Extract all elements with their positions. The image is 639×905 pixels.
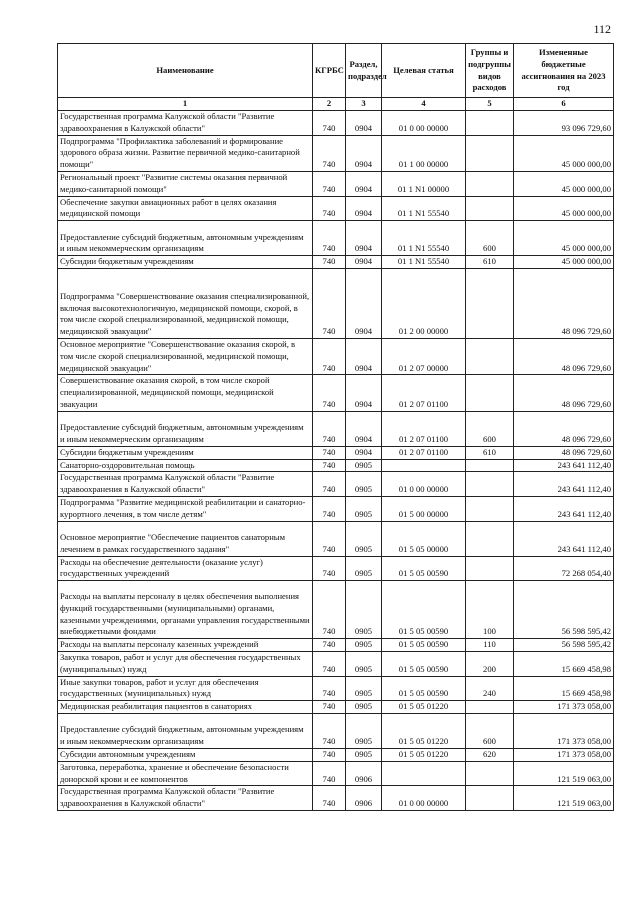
- cell-name: Санаторно-оздоровительная помощь: [58, 459, 313, 472]
- cell-section: 0905: [346, 713, 382, 748]
- table-row: [58, 111, 614, 136]
- table-row: [58, 221, 614, 256]
- cell-kgrbs: 740: [313, 676, 346, 701]
- table-row: [58, 521, 614, 556]
- cell-group: [466, 701, 514, 714]
- header-kgrbs: КГРБС: [313, 44, 346, 98]
- cell-name: Государственная программа Калужской области "Развитие здравоохранения в Калужской области": [58, 786, 313, 811]
- cell-amount: 45 000 000,00: [514, 171, 614, 196]
- cell-amount: 72 268 054,40: [514, 556, 614, 581]
- cell-group: [466, 472, 514, 497]
- cell-amount: 45 000 000,00: [514, 196, 614, 221]
- cell-group: 110: [466, 639, 514, 652]
- cell-group: [466, 761, 514, 786]
- cell-section: 0905: [346, 639, 382, 652]
- cell-name: Субсидии бюджетным учреждениям: [58, 256, 313, 269]
- table-row: [58, 171, 614, 196]
- cell-kgrbs: 740: [313, 221, 346, 256]
- cell-kgrbs: 740: [313, 135, 346, 171]
- header-group: Группы и подгруппы видов расходов: [466, 44, 514, 98]
- cell-amount: 45 000 000,00: [514, 256, 614, 269]
- cell-target: 01 1 N1 55540: [382, 221, 466, 256]
- table-row: [58, 676, 614, 701]
- cell-target: 01 5 05 01220: [382, 748, 466, 761]
- table-row: [58, 748, 614, 761]
- cell-amount: 171 373 058,00: [514, 701, 614, 714]
- table-row: [58, 268, 614, 338]
- cell-name: Основное мероприятие "Совершенствование оказания скорой, в том числе скорой специализированной, медицинской помощи, медицинской эвакуации": [58, 338, 313, 374]
- cell-kgrbs: 740: [313, 581, 346, 639]
- table-row: [58, 256, 614, 269]
- cell-group: 600: [466, 713, 514, 748]
- cell-amount: 56 598 595,42: [514, 581, 614, 639]
- table-row: [58, 701, 614, 714]
- header-number: 6: [514, 98, 614, 111]
- cell-target: 01 5 05 01220: [382, 713, 466, 748]
- table-row: [58, 581, 614, 639]
- cell-kgrbs: 740: [313, 472, 346, 497]
- header-amount: Измененные бюджетные ассигнования на 2023 год: [514, 44, 614, 98]
- cell-target: 01 2 07 01100: [382, 446, 466, 459]
- cell-target: 01 5 05 00590: [382, 556, 466, 581]
- cell-kgrbs: 740: [313, 556, 346, 581]
- table-row: [58, 472, 614, 497]
- cell-name: Иные закупки товаров, работ и услуг для обеспечения государственных (муниципальных) нужд: [58, 676, 313, 701]
- header-number: 3: [346, 98, 382, 111]
- cell-kgrbs: 740: [313, 761, 346, 786]
- cell-group: 600: [466, 221, 514, 256]
- cell-group: 610: [466, 256, 514, 269]
- cell-target: 01 1 00 00000: [382, 135, 466, 171]
- cell-name: Предоставление субсидий бюджетным, автономным учреждениям и иным некоммерческим организациям: [58, 713, 313, 748]
- cell-amount: 45 000 000,00: [514, 135, 614, 171]
- cell-amount: 93 096 729,60: [514, 111, 614, 136]
- cell-name: Заготовка, переработка, хранение и обеспечение безопасности донорской крови и ее компонентов: [58, 761, 313, 786]
- cell-name: Подпрограмма "Профилактика заболеваний и формирование здорового образа жизни. Развитие первичной медико-санитарной помощи": [58, 135, 313, 171]
- cell-group: [466, 268, 514, 338]
- cell-kgrbs: 740: [313, 111, 346, 136]
- cell-section: 0904: [346, 196, 382, 221]
- cell-section: 0904: [346, 171, 382, 196]
- cell-amount: 15 669 458,98: [514, 651, 614, 676]
- table-row: [58, 135, 614, 171]
- table-row: [58, 338, 614, 374]
- table-row: [58, 651, 614, 676]
- cell-amount: 171 373 058,00: [514, 713, 614, 748]
- cell-amount: 48 096 729,60: [514, 411, 614, 446]
- cell-section: 0904: [346, 111, 382, 136]
- cell-kgrbs: 740: [313, 411, 346, 446]
- cell-target: [382, 761, 466, 786]
- cell-target: 01 2 00 00000: [382, 268, 466, 338]
- cell-amount: 121 519 063,00: [514, 786, 614, 811]
- cell-kgrbs: 740: [313, 375, 346, 411]
- cell-kgrbs: 740: [313, 459, 346, 472]
- cell-section: 0905: [346, 459, 382, 472]
- header-number: 4: [382, 98, 466, 111]
- cell-amount: 243 641 112,40: [514, 472, 614, 497]
- cell-group: [466, 338, 514, 374]
- cell-target: 01 0 00 00000: [382, 786, 466, 811]
- table-row: [58, 196, 614, 221]
- cell-target: 01 2 07 01100: [382, 375, 466, 411]
- table-header-numbers-row: [58, 98, 614, 111]
- cell-section: 0905: [346, 748, 382, 761]
- cell-kgrbs: 740: [313, 748, 346, 761]
- cell-group: [466, 375, 514, 411]
- cell-section: 0905: [346, 701, 382, 714]
- cell-section: 0904: [346, 135, 382, 171]
- table-row: [58, 411, 614, 446]
- cell-name: Субсидии бюджетным учреждениям: [58, 446, 313, 459]
- cell-target: 01 0 00 00000: [382, 472, 466, 497]
- cell-name: Субсидии автономным учреждениям: [58, 748, 313, 761]
- cell-section: 0905: [346, 521, 382, 556]
- cell-group: [466, 196, 514, 221]
- cell-kgrbs: 740: [313, 496, 346, 521]
- cell-group: [466, 135, 514, 171]
- cell-section: 0904: [346, 256, 382, 269]
- cell-group: 600: [466, 411, 514, 446]
- cell-name: Расходы на выплаты персоналу казенных учреждений: [58, 639, 313, 652]
- header-number: 5: [466, 98, 514, 111]
- cell-amount: 45 000 000,00: [514, 221, 614, 256]
- cell-group: [466, 786, 514, 811]
- cell-group: 240: [466, 676, 514, 701]
- cell-target: 01 1 N1 55540: [382, 256, 466, 269]
- cell-kgrbs: 740: [313, 171, 346, 196]
- cell-amount: 48 096 729,60: [514, 375, 614, 411]
- header-number: 2: [313, 98, 346, 111]
- cell-section: 0905: [346, 556, 382, 581]
- cell-group: [466, 171, 514, 196]
- table-row: [58, 375, 614, 411]
- cell-amount: 48 096 729,60: [514, 268, 614, 338]
- cell-target: 01 5 05 00590: [382, 639, 466, 652]
- cell-target: 01 5 05 00000: [382, 521, 466, 556]
- cell-kgrbs: 740: [313, 713, 346, 748]
- cell-group: [466, 496, 514, 521]
- cell-kgrbs: 740: [313, 446, 346, 459]
- cell-section: 0906: [346, 761, 382, 786]
- cell-kgrbs: 740: [313, 196, 346, 221]
- cell-name: Региональный проект "Развитие системы оказания первичной медико-санитарной помощи": [58, 171, 313, 196]
- table-row: [58, 786, 614, 811]
- cell-section: 0905: [346, 496, 382, 521]
- cell-group: 620: [466, 748, 514, 761]
- cell-target: 01 5 00 00000: [382, 496, 466, 521]
- cell-group: 100: [466, 581, 514, 639]
- cell-amount: 171 373 058,00: [514, 748, 614, 761]
- cell-name: Предоставление субсидий бюджетным, автономным учреждениям и иным некоммерческим организациям: [58, 221, 313, 256]
- cell-kgrbs: 740: [313, 701, 346, 714]
- table-row: [58, 639, 614, 652]
- cell-amount: 243 641 112,40: [514, 459, 614, 472]
- table-row: [58, 713, 614, 748]
- cell-name: Расходы на обеспечение деятельности (оказание услуг) государственных учреждений: [58, 556, 313, 581]
- cell-amount: 15 669 458,98: [514, 676, 614, 701]
- cell-amount: 48 096 729,60: [514, 338, 614, 374]
- table-row: [58, 761, 614, 786]
- cell-section: 0904: [346, 268, 382, 338]
- cell-kgrbs: 740: [313, 268, 346, 338]
- cell-amount: 243 641 112,40: [514, 496, 614, 521]
- cell-name: Совершенствование оказания скорой, в том числе скорой специализированной, медицинской помощи, медицинской эвакуации: [58, 375, 313, 411]
- cell-kgrbs: 740: [313, 521, 346, 556]
- cell-name: Закупка товаров, работ и услуг для обеспечения государственных (муниципальных) нужд: [58, 651, 313, 676]
- cell-group: [466, 111, 514, 136]
- cell-target: 01 5 05 01220: [382, 701, 466, 714]
- cell-target: 01 5 05 00590: [382, 651, 466, 676]
- cell-group: [466, 556, 514, 581]
- header-section: Раздел, подраздел: [346, 44, 382, 98]
- cell-section: 0904: [346, 446, 382, 459]
- table-row: [58, 446, 614, 459]
- budget-table: [57, 43, 614, 811]
- cell-name: Основное мероприятие "Обеспечение пациентов санаторным лечением в рамках государственного задания": [58, 521, 313, 556]
- page-number: 112: [593, 22, 611, 36]
- header-name: Наименование: [58, 44, 313, 98]
- cell-name: Предоставление субсидий бюджетным, автономным учреждениям и иным некоммерческим организациям: [58, 411, 313, 446]
- cell-target: 01 5 05 00590: [382, 676, 466, 701]
- cell-section: 0905: [346, 472, 382, 497]
- cell-name: Подпрограмма "Развитие медицинской реабилитации и санаторно-курортного лечения, в том числе детям": [58, 496, 313, 521]
- cell-name: Обеспечение закупки авиационных работ в целях оказания медицинской помощи: [58, 196, 313, 221]
- cell-name: Расходы на выплаты персоналу в целях обеспечения выполнения функций государственными (муниципальными) органами, казенными учреждениями, органами управления государственными внебюджетными фондами: [58, 581, 313, 639]
- cell-amount: 243 641 112,40: [514, 521, 614, 556]
- cell-group: 200: [466, 651, 514, 676]
- cell-group: [466, 521, 514, 556]
- cell-kgrbs: 740: [313, 651, 346, 676]
- cell-kgrbs: 740: [313, 786, 346, 811]
- cell-section: 0904: [346, 375, 382, 411]
- cell-target: 01 2 07 01100: [382, 411, 466, 446]
- cell-section: 0904: [346, 221, 382, 256]
- cell-section: 0904: [346, 411, 382, 446]
- cell-name: Государственная программа Калужской области "Развитие здравоохранения в Калужской области": [58, 111, 313, 136]
- cell-name: Подпрограмма "Совершенствование оказания специализированной, включая высокотехнологичную, медицинской помощи, скорой, в том числе скорой специализированной, медицинской помощи, медицинской эвакуации": [58, 268, 313, 338]
- cell-section: 0904: [346, 338, 382, 374]
- cell-section: 0906: [346, 786, 382, 811]
- cell-target: 01 1 N1 55540: [382, 196, 466, 221]
- cell-section: 0905: [346, 676, 382, 701]
- table-row: [58, 496, 614, 521]
- cell-section: 0905: [346, 581, 382, 639]
- header-target: Целевая статья: [382, 44, 466, 98]
- table-header-row: [58, 44, 614, 98]
- cell-target: 01 2 07 00000: [382, 338, 466, 374]
- cell-kgrbs: 740: [313, 338, 346, 374]
- table-row: [58, 459, 614, 472]
- cell-group: 610: [466, 446, 514, 459]
- cell-target: 01 0 00 00000: [382, 111, 466, 136]
- cell-amount: 48 096 729,60: [514, 446, 614, 459]
- cell-kgrbs: 740: [313, 256, 346, 269]
- cell-target: 01 1 N1 00000: [382, 171, 466, 196]
- cell-kgrbs: 740: [313, 639, 346, 652]
- cell-amount: 121 519 063,00: [514, 761, 614, 786]
- cell-target: [382, 459, 466, 472]
- header-number: 1: [58, 98, 313, 111]
- cell-target: 01 5 05 00590: [382, 581, 466, 639]
- cell-name: Государственная программа Калужской области "Развитие здравоохранения в Калужской области": [58, 472, 313, 497]
- table-row: [58, 556, 614, 581]
- cell-amount: 56 598 595,42: [514, 639, 614, 652]
- cell-section: 0905: [346, 651, 382, 676]
- cell-group: [466, 459, 514, 472]
- cell-name: Медицинская реабилитация пациентов в санаториях: [58, 701, 313, 714]
